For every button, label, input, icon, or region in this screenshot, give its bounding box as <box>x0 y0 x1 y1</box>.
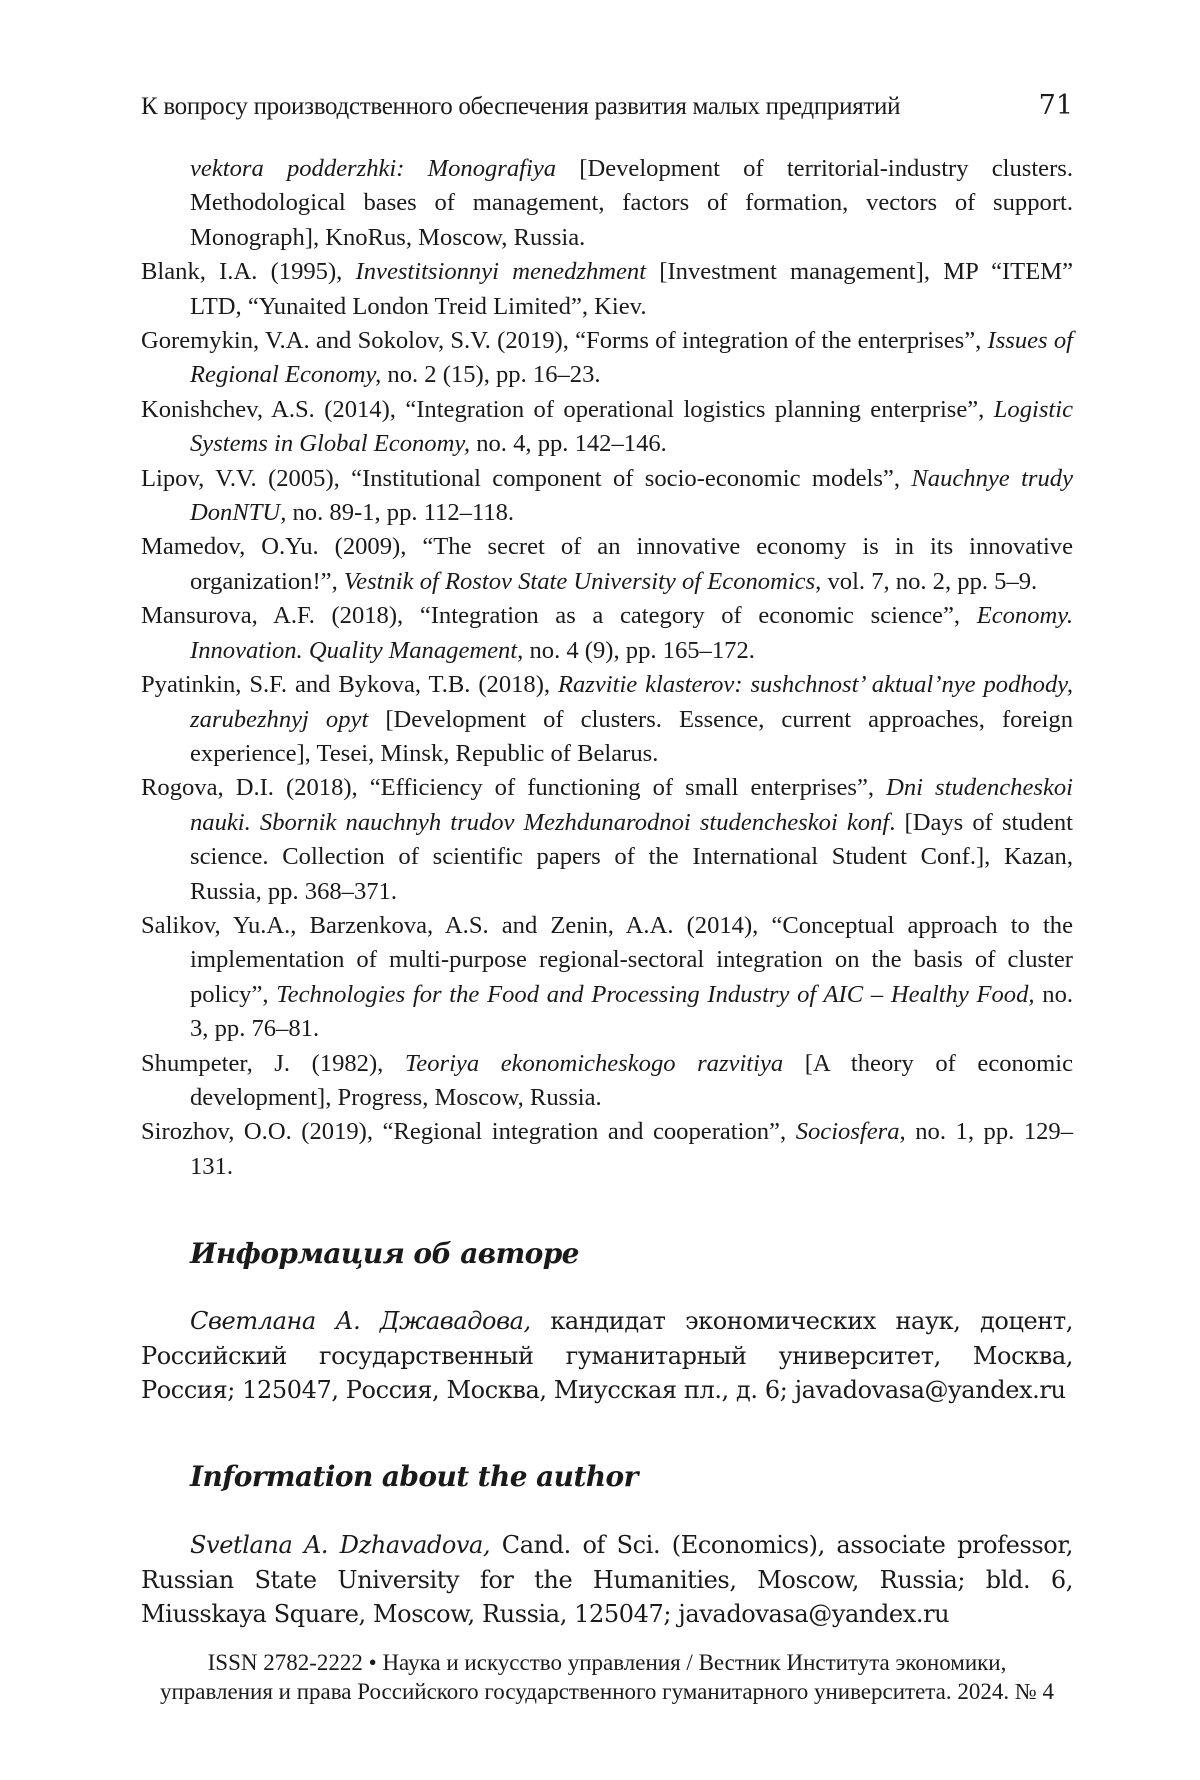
author-info-paragraph-ru <box>141 1304 1073 1408</box>
reference-source-title: Economy. Innovation. Quality Management <box>190 602 1073 664</box>
reference-source-title: Issues of Regional Economy, <box>190 327 1073 389</box>
reference-text: Blank, I.A. (1995), <box>141 258 356 286</box>
reference-list <box>141 152 1073 1184</box>
reference-source-title: Teoriya ekonomicheskogo razvitiya <box>404 1049 784 1077</box>
reference-text: Lipov, V.V. (2005), “Institutional component of socio-economic models”, <box>141 464 912 492</box>
reference-text: Mansurova, A.F. (2018), “Integration as a category of economic science”, <box>141 602 977 630</box>
page-number: 71 <box>1038 90 1073 121</box>
reference-text: Konishchev, A.S. (2014), “Integration of operational logistics planning enterprise”, <box>141 395 994 423</box>
running-title: К вопросу производственного обеспечения развития малых предприятий <box>141 93 901 120</box>
reference-source-title: Nauchnye trudy DonNTU, <box>190 464 1073 527</box>
reference-entry <box>141 599 1073 668</box>
reference-text: Rogova, D.I. (2018), “Efficiency of functioning of small enterprises”, <box>141 774 887 802</box>
reference-text: Salikov, Yu.A., Barzenkova, A.S. and Zenin, A.A. (2014), “Conceptual approach to the implementation of multi-purpose regional-sectoral integration on the basis of cluster policy”, <box>141 911 1073 1008</box>
footer-line-2: управления и права Российского государственного гуманитарного университета. 2024. № 4 <box>159 1679 1055 1704</box>
reference-entry <box>141 255 1073 324</box>
reference-text: . [Days of student science. Collection of scientific papers of the International Student Conf.], Kazan, Russia, pp. 368–371. <box>190 808 1074 905</box>
reference-source-title: Razvitie klasterov: sushchnost’ aktual’nye podhody, zarubezhnyj opyt <box>190 671 1073 733</box>
document-page <box>141 0 1073 1780</box>
reference-entry <box>141 771 1073 909</box>
footer-line-1: ISSN 2782-2222 • Наука и искусство управления / Вестник Института экономики, <box>207 1650 1007 1675</box>
reference-entry <box>141 1047 1073 1116</box>
author-name-ru: Светлана А. Джавадова, <box>190 1307 531 1335</box>
reference-text: no. 4, pp. 142–146. <box>470 430 667 458</box>
reference-text: Goremykin, V.A. and Sokolov, S.V. (2019), “Forms of integration of the enterprises”, <box>141 327 988 355</box>
reference-source-title: Vestnik of Rostov State University of Economics, <box>343 567 822 595</box>
reference-entry <box>141 393 1073 462</box>
author-info-paragraph-en <box>141 1528 1073 1632</box>
reference-source-title: Sociosfera, <box>795 1118 906 1146</box>
reference-entry <box>141 530 1073 599</box>
author-info-heading-ru: Информация об авторе <box>190 1237 579 1270</box>
reference-text: no. 1, pp. 129–131. <box>190 1118 1074 1180</box>
reference-entry <box>141 909 1073 1047</box>
reference-text: Shumpeter, J. (1982), <box>141 1049 405 1077</box>
reference-text: [Investment management], MP “ITEM” LTD, “Yunaited London Treid Limited”, Kiev. <box>190 258 1073 320</box>
reference-text: Sirozhov, O.O. (2019), “Regional integration and cooperation”, <box>141 1118 796 1146</box>
reference-text: vol. 7, no. 2, pp. 5–9. <box>821 567 1038 595</box>
reference-source-title: Investitsionnyi menedzhment <box>355 258 647 286</box>
reference-text: no. 3, pp. 76–81. <box>190 980 1074 1043</box>
reference-entry <box>141 1115 1073 1184</box>
reference-source-title: Logistic Systems in Global Economy, <box>190 395 1073 458</box>
reference-source-title: Dni studencheskoi nauki. Sbornik nauchnyh trudov Mezhdunarodnoi studencheskoi konf <box>190 774 1073 836</box>
reference-text: no. 89-1, pp. 112–118. <box>286 499 515 527</box>
reference-text: [Development of clusters. Essence, current approaches, foreign experience], Tesei, Minsk, Republic of Belarus. <box>190 705 1073 767</box>
reference-text: Pyatinkin, S.F. and Bykova, T.B. (2018), <box>141 671 558 699</box>
reference-text: [A theory of economic development], Progress, Moscow, Russia. <box>190 1049 1074 1111</box>
reference-entry <box>141 324 1073 393</box>
author-name-en: Svetlana A. Dzhavadova, <box>190 1531 491 1559</box>
reference-text: no. 2 (15), pp. 16–23. <box>381 361 601 389</box>
reference-entry <box>141 668 1073 771</box>
reference-text: Mamedov, O.Yu. (2009), “The secret of an innovative economy is in its innovative organization!”, <box>141 533 1073 595</box>
reference-source-title: vektora podderzhki: Monografiya <box>190 155 557 182</box>
author-info-heading-en: Information about the author <box>190 1460 638 1493</box>
running-header <box>141 86 1073 126</box>
author-details-ru: кандидат экономических наук, доцент, Российский государственный гуманитарный университет, Москва, Россия; 125047, Россия, Москва, Миусская пл., д. 6; javadovasa@yandex.ru <box>141 1307 1073 1405</box>
reference-entry <box>141 462 1073 531</box>
author-details-en: Cand. of Sci. (Economics), associate professor, Russian State University for the Humanities, Moscow, Russia; bld. 6, Miusskaya Square, Moscow, Russia, 125047; javadovasa@yandex.ru <box>141 1531 1073 1629</box>
reference-text: , no. 4 (9), pp. 165–172. <box>517 636 755 664</box>
reference-entry <box>141 152 1073 255</box>
reference-text: [Development of territorial-industry clusters. Methodological bases of management, factors of formation, vectors of support. Monograph], KnoRus, Moscow, Russia. <box>190 155 1073 251</box>
journal-footer <box>141 1648 1073 1706</box>
reference-source-title: Technologies for the Food and Processing Industry of AIC – Healthy Food, <box>276 980 1035 1008</box>
